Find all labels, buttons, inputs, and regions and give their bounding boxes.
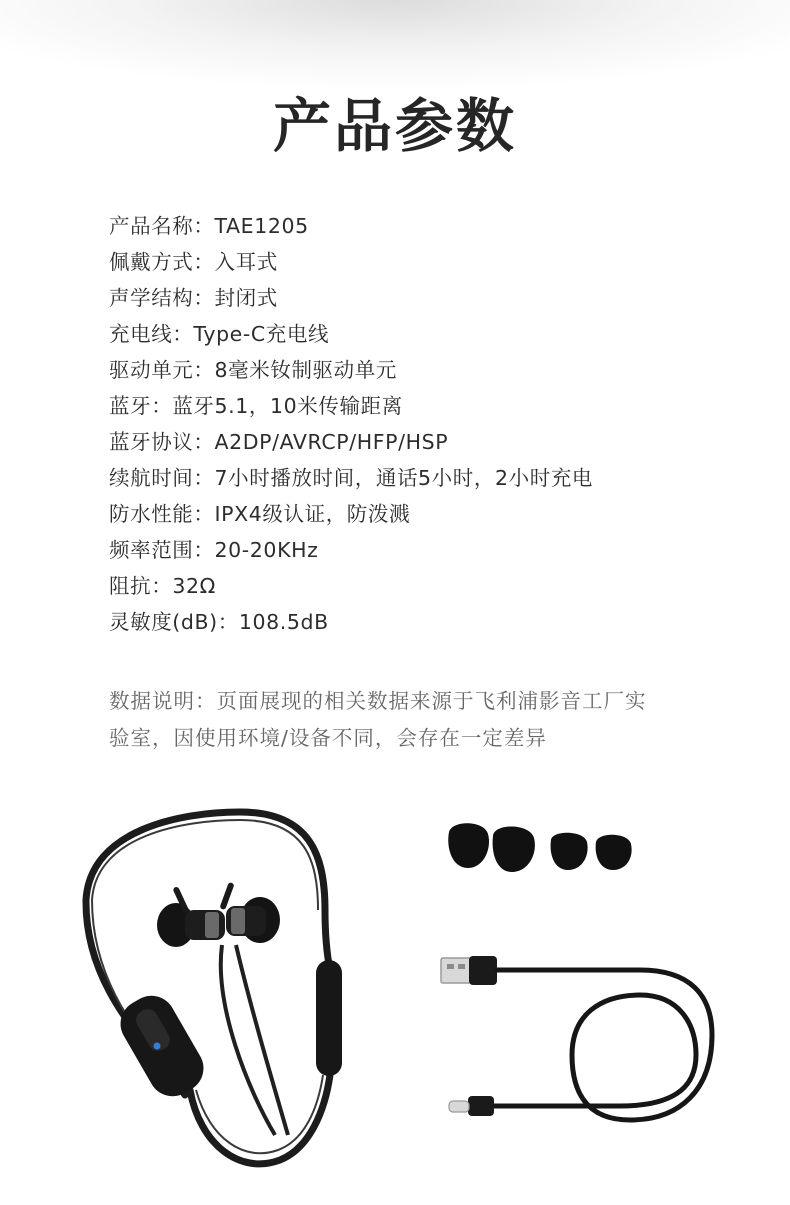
spec-row bbox=[109, 352, 749, 388]
disclaimer-line: 数据说明：页面展现的相关数据来源于飞利浦影音工厂实 bbox=[109, 689, 647, 713]
spec-value: 20-20KHz bbox=[214, 538, 319, 562]
spec-row bbox=[109, 208, 749, 244]
data-disclaimer bbox=[109, 683, 709, 757]
spec-label: 防水性能： bbox=[109, 502, 215, 526]
spec-label: 声学结构： bbox=[109, 286, 215, 310]
spec-value: 8毫米钕制驱动单元 bbox=[214, 358, 397, 382]
spec-value: 32Ω bbox=[172, 574, 216, 598]
spec-value: 7小时播放时间，通话5小时，2小时充电 bbox=[214, 466, 594, 490]
spec-label: 灵敏度(dB)： bbox=[109, 610, 239, 634]
spec-label: 佩戴方式： bbox=[109, 250, 215, 274]
spec-row bbox=[109, 604, 749, 640]
spec-value: A2DP/AVRCP/HFP/HSP bbox=[214, 430, 449, 454]
spec-label: 驱动单元： bbox=[109, 358, 215, 382]
spec-row bbox=[109, 280, 749, 316]
spec-value: 入耳式 bbox=[214, 250, 278, 274]
spec-value: 108.5dB bbox=[238, 610, 329, 634]
spec-label: 产品名称： bbox=[109, 214, 215, 238]
ear-tips-icon bbox=[448, 823, 631, 872]
spec-value: 封闭式 bbox=[214, 286, 278, 310]
spec-label: 频率范围： bbox=[109, 538, 215, 562]
spec-row bbox=[109, 316, 749, 352]
spec-value: IPX4级认证，防泼溅 bbox=[214, 502, 411, 526]
spec-row bbox=[109, 568, 749, 604]
spec-label: 蓝牙： bbox=[109, 394, 173, 418]
spec-row bbox=[109, 388, 749, 424]
product-photo bbox=[0, 790, 790, 1205]
disclaimer-line: 验室，因使用环境/设备不同，会存在一定差异 bbox=[109, 726, 547, 750]
spec-row bbox=[109, 496, 749, 532]
spec-label: 阻抗： bbox=[109, 574, 173, 598]
spec-label: 蓝牙协议： bbox=[109, 430, 215, 454]
usb-type-c-cable-icon bbox=[441, 956, 712, 1120]
neckband-earphones-icon bbox=[86, 812, 342, 1164]
spec-row bbox=[109, 424, 749, 460]
spec-value: TAE1205 bbox=[214, 214, 309, 238]
spec-row bbox=[109, 532, 749, 568]
spec-label: 充电线： bbox=[109, 322, 194, 346]
header-shade bbox=[0, 0, 790, 90]
page-title: 产品参数 bbox=[272, 92, 517, 160]
spec-label: 续航时间： bbox=[109, 466, 215, 490]
spec-row bbox=[109, 460, 749, 496]
spec-list bbox=[109, 208, 749, 640]
spec-value: 蓝牙5.1，10米传输距离 bbox=[172, 394, 403, 418]
spec-value: Type-C充电线 bbox=[193, 322, 330, 346]
spec-row bbox=[109, 244, 749, 280]
